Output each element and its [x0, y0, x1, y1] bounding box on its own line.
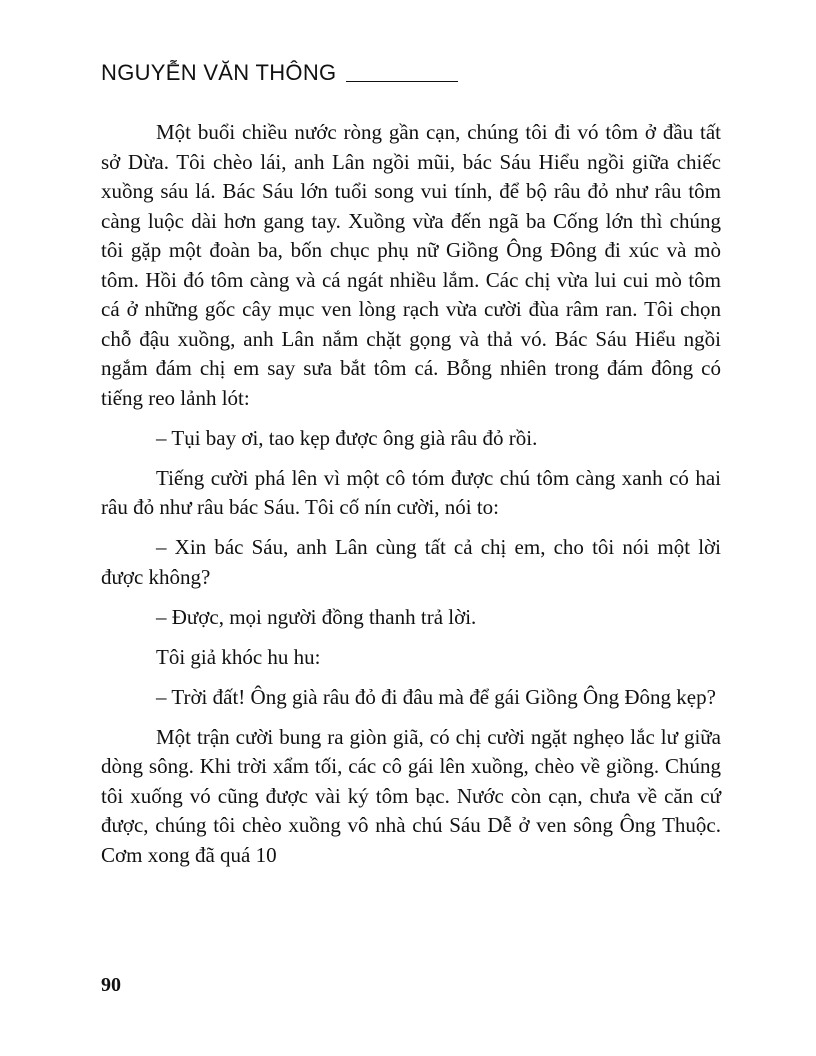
paragraph: Một buổi chiều nước ròng gần cạn, chúng tôi đi vó tôm ở đầu tất sở Dừa. Tôi chèo lái, anh Lân ngồi mũi, bác Sáu Hiểu ngồi giữa chiếc xuồng sáu lá. Bác Sáu lớn tuổi song vui tính, để bộ râu đỏ như râu tôm càng luộc dài hơn gang tay. Xuồng vừa đến ngã ba Cống lớn thì chúng tôi gặp một đoàn ba, bốn chục phụ nữ Giồng Ông Đông đi xúc và mò tôm. Hồi đó tôm càng và cá ngát nhiều lắm. Các chị vừa lui cui mò tôm cá ở những gốc cây mục ven lòng rạch vừa cười đùa râm ran. Tôi chọn chỗ đậu xuồng, anh Lân nắm chặt gọng và thả vó. Bác Sáu Hiểu ngồi ngắm đám chị em say sưa bắt tôm cá. Bỗng nhiên trong đám đông có tiếng reo lảnh lót: [101, 120, 721, 410]
page-number: 90 [101, 974, 121, 996]
paragraph: Tôi giả khóc hu hu: [156, 644, 321, 669]
paragraph: Tiếng cười phá lên vì một cô tóm được chú tôm càng xanh có hai râu đỏ như râu bác Sáu. Tôi cố nín cười, nói to: [101, 465, 721, 519]
paragraph: – Xin bác Sáu, anh Lân cùng tất cả chị em, cho tôi nói một lời được không? [101, 535, 721, 589]
header-rule [346, 81, 458, 82]
running-header [101, 60, 458, 86]
paragraph: Một trận cười bung ra giòn giã, có chị cười ngặt nghẹo lắc lư giữa dòng sông. Khi trời xẩm tối, các cô gái lên xuồng, chèo về giồng. Chúng tôi xuống vó cũng được vài ký tôm bạc. Nước còn cạn, chưa về căn cứ được, chúng tôi chèo xuồng vô nhà chú Sáu Dễ ở ven sông Ông Thuộc. Cơm xong đã quá 10 [101, 724, 721, 867]
body-text [101, 118, 721, 881]
paragraph: – Được, mọi người đồng thanh trả lời. [156, 604, 477, 629]
paragraph: – Tụi bay ơi, tao kẹp được ông già râu đỏ rồi. [156, 425, 538, 450]
paragraph: – Trời đất! Ông già râu đỏ đi đâu mà để gái Giồng Ông Đông kẹp? [156, 684, 716, 709]
running-title: NGUYỄN VĂN THÔNG [101, 60, 337, 85]
